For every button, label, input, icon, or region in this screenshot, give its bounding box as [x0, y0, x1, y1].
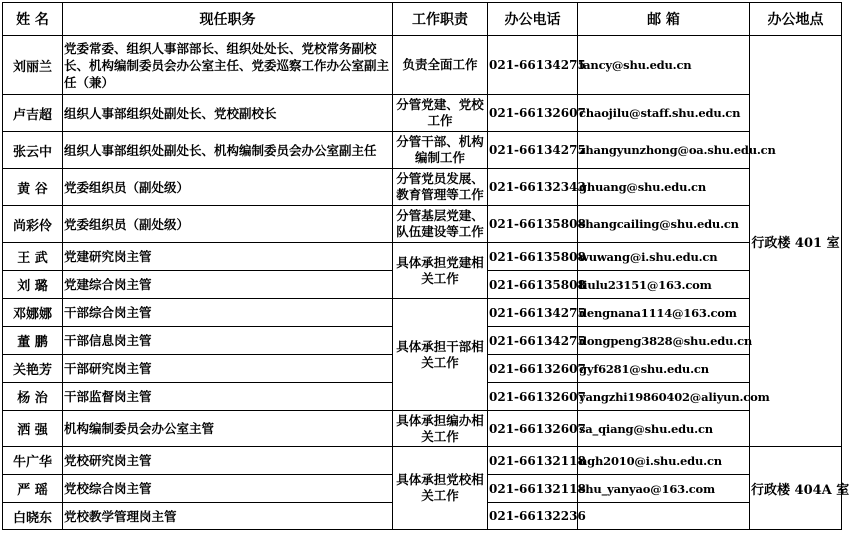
staff-position: 组织人事部组织处副处长、机构编制委员会办公室副主任 [63, 132, 393, 169]
staff-directory-table [2, 2, 849, 530]
staff-position: 党校综合岗主管 [63, 475, 393, 503]
staff-position: 党委常委、组织人事部部长、组织处处长、党校常务副校长、机构编制委员会办公室主任、党委巡察工作办公室副主任（兼） [63, 36, 393, 95]
staff-phone: 021-66135808 [488, 243, 578, 271]
staff-phone: 021-66135808 [488, 271, 578, 299]
header-office: 办公地点 [750, 3, 842, 36]
staff-phone: 021-66132607 [488, 383, 578, 411]
staff-position: 党校教学管理岗主管 [63, 503, 393, 530]
staff-phone: 021-66134275 [488, 36, 578, 95]
staff-duty: 具体承担编办相关工作 [393, 411, 488, 447]
staff-name: 尚彩伶 [3, 206, 63, 243]
staff-phone: 021-66134275 [488, 299, 578, 327]
staff-name: 黄 谷 [3, 169, 63, 206]
staff-duty: 分管干部、机构编制工作 [393, 132, 488, 169]
header-position: 现任职务 [63, 3, 393, 36]
staff-name: 邓娜娜 [3, 299, 63, 327]
header-row [3, 3, 842, 36]
staff-name: 洒 强 [3, 411, 63, 447]
duty-party-building: 具体承担党建相关工作 [393, 243, 488, 299]
staff-email[interactable]: ghuang@shu.edu.cn [578, 169, 750, 206]
table-row [3, 36, 842, 95]
table-row [3, 411, 842, 447]
staff-duty: 负责全面工作 [393, 36, 488, 95]
table-row [3, 243, 842, 271]
staff-email[interactable]: wuwang@i.shu.edu.cn [578, 243, 750, 271]
staff-email[interactable]: dongpeng3828@shu.edu.cn [578, 327, 750, 355]
staff-email[interactable]: liulu23151@163.com [578, 271, 750, 299]
staff-name: 刘 璐 [3, 271, 63, 299]
staff-position: 干部监督岗主管 [63, 383, 393, 411]
staff-name: 关艳芳 [3, 355, 63, 383]
staff-position: 机构编制委员会办公室主管 [63, 411, 393, 447]
staff-position: 组织人事部组织处副处长、党校副校长 [63, 95, 393, 132]
staff-email[interactable]: sa_qiang@shu.edu.cn [578, 411, 750, 447]
staff-phone: 021-66132607 [488, 95, 578, 132]
staff-position: 干部研究岗主管 [63, 355, 393, 383]
staff-duty: 分管党建、党校工作 [393, 95, 488, 132]
staff-name: 刘丽兰 [3, 36, 63, 95]
staff-name: 杨 治 [3, 383, 63, 411]
staff-email[interactable]: yangzhi19860402@aliyun.com [578, 383, 750, 411]
header-name: 姓 名 [3, 3, 63, 36]
staff-name: 董 鹏 [3, 327, 63, 355]
staff-phone: 021-66132118 [488, 447, 578, 475]
duty-cadre: 具体承担干部相关工作 [393, 299, 488, 411]
staff-email[interactable]: ngh2010@i.shu.edu.cn [578, 447, 750, 475]
table-row [3, 447, 842, 475]
staff-phone: 021-66132118 [488, 475, 578, 503]
staff-name: 牛广华 [3, 447, 63, 475]
staff-name: 张云中 [3, 132, 63, 169]
staff-phone: 021-66135808 [488, 206, 578, 243]
staff-phone: 021-66132343 [488, 169, 578, 206]
staff-name: 严 瑶 [3, 475, 63, 503]
staff-email[interactable]: chaojilu@staff.shu.edu.cn [578, 95, 750, 132]
staff-phone: 021-66134275 [488, 327, 578, 355]
table-row [3, 169, 842, 206]
table-row [3, 206, 842, 243]
table-row [3, 95, 842, 132]
office-location-401: 行政楼 401 室 [750, 36, 842, 447]
staff-phone: 021-66132607 [488, 411, 578, 447]
staff-email[interactable]: shangcailing@shu.edu.cn [578, 206, 750, 243]
office-location-404a: 行政楼 404A 室 [750, 447, 842, 530]
table-row [3, 299, 842, 327]
header-email: 邮 箱 [578, 3, 750, 36]
staff-position: 党委组织员（副处级） [63, 206, 393, 243]
staff-name: 王 武 [3, 243, 63, 271]
staff-duty: 分管基层党建、队伍建设等工作 [393, 206, 488, 243]
staff-email [578, 503, 750, 530]
staff-email[interactable]: zhangyunzhong@oa.shu.edu.cn [578, 132, 750, 169]
staff-email[interactable]: lancy@shu.edu.cn [578, 36, 750, 95]
staff-position: 干部综合岗主管 [63, 299, 393, 327]
staff-name: 白晓东 [3, 503, 63, 530]
header-duty: 工作职责 [393, 3, 488, 36]
staff-position: 党建研究岗主管 [63, 243, 393, 271]
staff-position: 党校研究岗主管 [63, 447, 393, 475]
staff-phone: 021-66132236 [488, 503, 578, 530]
duty-party-school: 具体承担党校相关工作 [393, 447, 488, 530]
staff-name: 卢吉超 [3, 95, 63, 132]
staff-email[interactable]: shu_yanyao@163.com [578, 475, 750, 503]
staff-position: 党建综合岗主管 [63, 271, 393, 299]
staff-position: 干部信息岗主管 [63, 327, 393, 355]
staff-phone: 021-66134275 [488, 132, 578, 169]
staff-position: 党委组织员（副处级） [63, 169, 393, 206]
staff-phone: 021-66132607 [488, 355, 578, 383]
staff-email[interactable]: dengnana1114@163.com [578, 299, 750, 327]
staff-email[interactable]: gyf6281@shu.edu.cn [578, 355, 750, 383]
table-row [3, 132, 842, 169]
staff-duty: 分管党员发展、教育管理等工作 [393, 169, 488, 206]
header-phone: 办公电话 [488, 3, 578, 36]
